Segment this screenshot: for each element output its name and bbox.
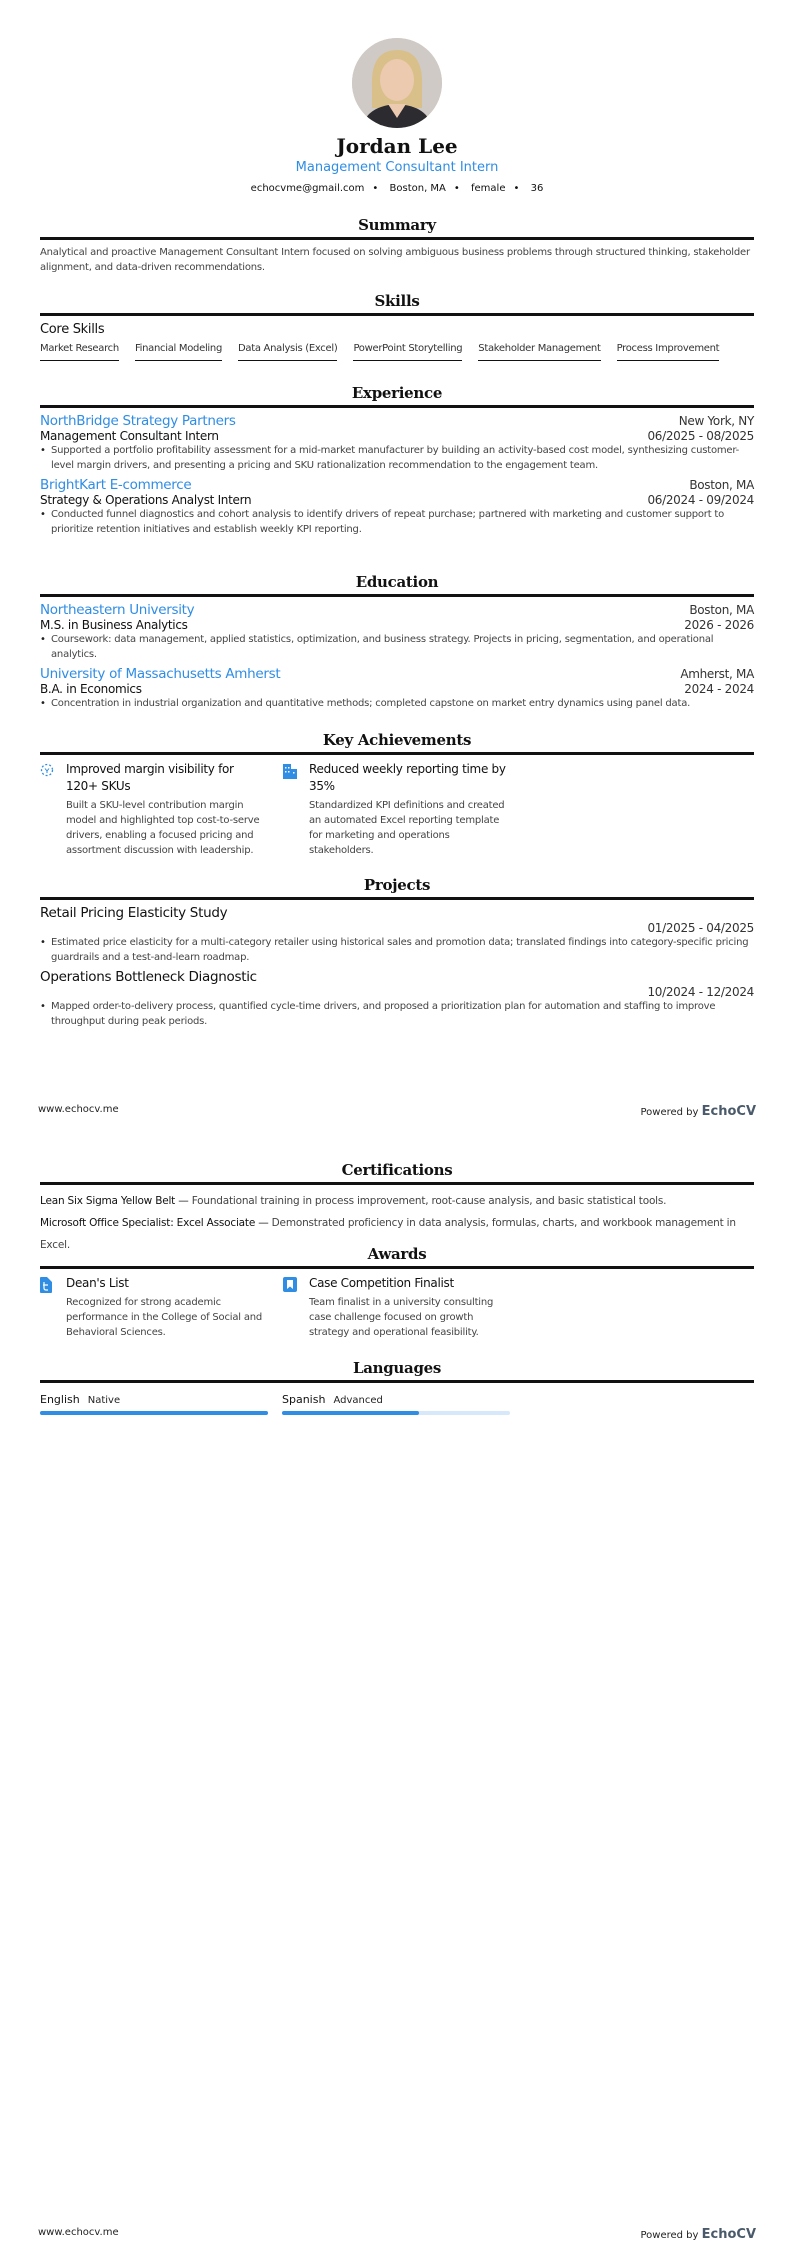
location: New York, NY [678, 414, 754, 428]
experience-section [40, 384, 754, 537]
bullet: • Coursework: data management, applied statistics, optimization, and business strategy. Projects in pricing, segmentation, and operational analytics. [40, 632, 754, 662]
gender: female [471, 183, 506, 194]
achievement-title: Improved margin visibility for 120+ SKUs [66, 762, 234, 793]
award-desc: Team finalist in a university consulting case challenge focused on growth strategy and operational feasibility. [309, 1297, 494, 1338]
cert-name: Microsoft Office Specialist: Excel Associate [40, 1217, 256, 1229]
language-item [40, 1388, 268, 1415]
school-name: University of Massachusetts Amherst [40, 666, 281, 682]
language-level: Native [87, 1395, 121, 1406]
section-heading: Key Achievements [40, 731, 754, 755]
skill-tag: PowerPoint Storytelling [353, 343, 462, 361]
projects-section [40, 876, 754, 1029]
company-name: BrightKart E-commerce [40, 477, 192, 493]
powered-by: Powered by [640, 1107, 699, 1118]
powered-by: Powered by [640, 2230, 699, 2241]
bullet: • Supported a portfolio profitability assessment for a mid-market manufacturer by building an activity-based cost model, synthesizing customer-level margin drivers, and presenting a pricing and SKU rationalization recommendation to the engagement team. [40, 443, 754, 473]
email[interactable]: echocvme@gmail.com [250, 183, 365, 194]
footer-site-link[interactable]: www.echocv.me [38, 2227, 119, 2238]
award-card [40, 1275, 265, 1340]
contact-info: echocvme@gmail.com • Boston, MA • female • 36 [250, 183, 544, 194]
award-title: Case Competition Finalist [309, 1276, 454, 1290]
proficiency-bar [40, 1411, 268, 1415]
dates: 10/2024 - 12/2024 [647, 985, 754, 999]
summary-section [40, 216, 754, 275]
section-heading: Skills [40, 292, 754, 316]
bullet: • Mapped order-to-delivery process, quantified cycle-time drivers, and proposed a prioritization plan for automation and staffing to improve throughput during peak periods. [40, 999, 754, 1029]
dates: 06/2024 - 09/2024 [647, 493, 754, 507]
target-icon [40, 763, 54, 858]
profile-photo [352, 38, 442, 128]
resume-page-2 [0, 1123, 794, 2246]
language-name: English [40, 1393, 80, 1406]
languages-section [40, 1359, 754, 1415]
location: Boston, MA [689, 478, 754, 492]
role: Strategy & Operations Analyst Intern [40, 493, 252, 507]
skill-tag: Market Research [40, 343, 119, 361]
footer-site-link[interactable]: www.echocv.me [38, 1104, 119, 1115]
degree: M.S. in Business Analytics [40, 618, 188, 632]
proficiency-fill [282, 1411, 419, 1415]
cert-desc: Demonstrated proficiency in data analysis, formulas, charts, and workbook management in Excel. [40, 1217, 736, 1251]
achievement-card [40, 761, 265, 858]
proficiency-fill [40, 1411, 268, 1415]
certification-item: Lean Six Sigma Yellow Belt — Foundational training in process improvement, root-cause analysis, and basic statistical tools. [40, 1195, 667, 1207]
summary-text: Analytical and proactive Management Consultant Intern focused on solving ambiguous business problems through structured thinking, stakeholder alignment, and data-driven recommendations. [40, 247, 750, 273]
award-desc: Recognized for strong academic performance in the College of Social and Behavioral Sciences. [66, 1297, 263, 1338]
project-item [40, 969, 754, 1029]
achievements-section [40, 731, 754, 858]
project-name: Operations Bottleneck Diagnostic [40, 969, 257, 985]
page-footer [38, 1104, 756, 1119]
certifications-section [40, 1161, 754, 1256]
language-level: Advanced [333, 1395, 383, 1406]
education-section [40, 573, 754, 711]
award-title: Dean's List [66, 1276, 129, 1290]
dates: 2024 - 2024 [684, 682, 754, 696]
skill-group-title: Core Skills [40, 322, 105, 337]
achievement-desc: Built a SKU-level contribution margin model and highlighted top cost-to-serve drivers, enabling a focused pricing and assortment discussion with leadership. [66, 800, 260, 856]
location: Boston, MA [389, 183, 446, 194]
language-item [282, 1388, 510, 1415]
cert-name: Lean Six Sigma Yellow Belt [40, 1195, 176, 1207]
section-heading: Awards [40, 1245, 754, 1269]
proficiency-bar [282, 1411, 510, 1415]
education-item [40, 602, 754, 662]
skills-section [40, 292, 754, 361]
section-heading: Summary [40, 216, 754, 240]
location: Amherst, MA [680, 667, 754, 681]
brand-logo[interactable]: EchoCV [701, 2227, 756, 2242]
location: Boston, MA [689, 603, 754, 617]
skill-tag: Process Improvement [617, 343, 720, 361]
skill-tag: Data Analysis (Excel) [238, 343, 337, 361]
company-name: NorthBridge Strategy Partners [40, 413, 236, 429]
education-item [40, 666, 754, 711]
skill-tag: Financial Modeling [135, 343, 222, 361]
role: Management Consultant Intern [40, 429, 219, 443]
section-heading: Education [40, 573, 754, 597]
dates: 2026 - 2026 [684, 618, 754, 632]
candidate-name: Jordan Lee [336, 134, 458, 158]
dates: 06/2025 - 08/2025 [647, 429, 754, 443]
brand-logo[interactable]: EchoCV [701, 1104, 756, 1119]
project-item [40, 905, 754, 965]
experience-item [40, 477, 754, 537]
degree: B.A. in Economics [40, 682, 142, 696]
document-icon [40, 1277, 54, 1340]
dates: 01/2025 - 04/2025 [647, 921, 754, 935]
achievement-desc: Standardized KPI definitions and created an automated Excel reporting template for marketing and operations stakeholders. [309, 800, 505, 856]
certification-item: Microsoft Office Specialist: Excel Associate — Demonstrated proficiency in data analysis, formulas, charts, and workbook management in Excel. [40, 1217, 736, 1251]
bullet: • Conducted funnel diagnostics and cohort analysis to identify drivers of repeat purchase; partnered with marketing and customer support to prioritize retention initiatives and establish weekly KPI reporting. [40, 507, 754, 537]
project-name: Retail Pricing Elasticity Study [40, 905, 228, 921]
achievement-card [283, 761, 508, 858]
building-icon [283, 763, 297, 858]
bullet: • Concentration in industrial organization and quantitative methods; completed capstone on market entry dynamics using panel data. [40, 696, 754, 711]
age: 36 [530, 183, 544, 194]
bookmark-icon [283, 1277, 297, 1340]
section-heading: Projects [40, 876, 754, 900]
language-name: Spanish [282, 1393, 326, 1406]
section-heading: Languages [40, 1359, 754, 1383]
page-footer [38, 2227, 756, 2242]
award-card [283, 1275, 508, 1340]
skill-tag: Stakeholder Management [478, 343, 600, 361]
cert-desc: Foundational training in process improvement, root-cause analysis, and basic statistical tools. [191, 1195, 667, 1207]
candidate-title: Management Consultant Intern [295, 160, 499, 175]
awards-section [40, 1245, 754, 1340]
school-name: Northeastern University [40, 602, 195, 618]
section-heading: Certifications [40, 1161, 754, 1185]
bullet: • Estimated price elasticity for a multi-category retailer using historical sales and promotion data; translated findings into category-specific pricing guardrails and a test-and-learn roadmap. [40, 935, 754, 965]
achievement-title: Reduced weekly reporting time by 35% [309, 762, 506, 793]
experience-item [40, 413, 754, 473]
section-heading: Experience [40, 384, 754, 408]
